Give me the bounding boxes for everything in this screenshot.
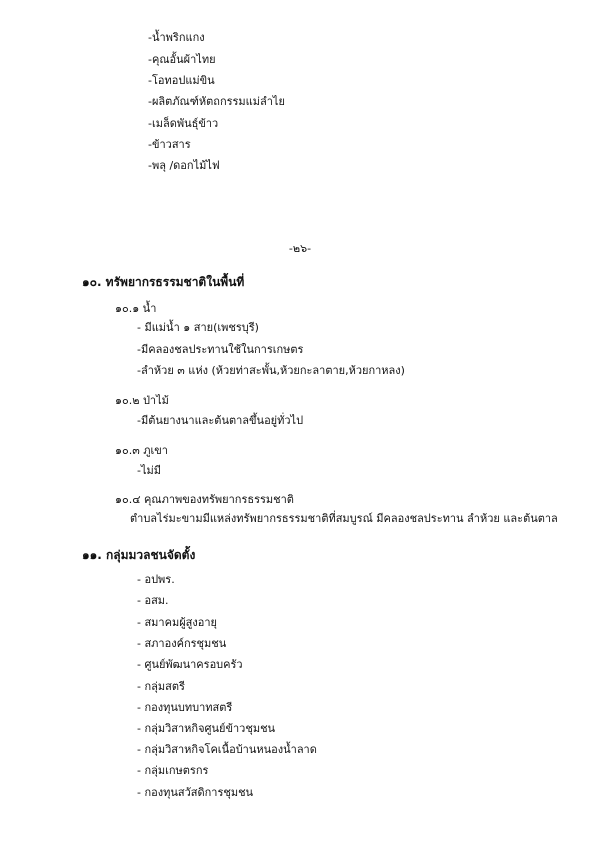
quality-line: ตำบลไร่มะขามมีแหล่งทรัพยากรธรรมชาติที่สมบูรณ์ มีคลองชลประทาน ลำห้วย และต้นตาล — [130, 512, 558, 525]
product-item: -ผลิตภัณฑ์หัตถกรรมแม่ลำไย — [148, 95, 285, 108]
water-line: - มีแม่น้ำ ๑ สาย(เพชรบุรี) — [137, 321, 259, 334]
mountain-line: -ไม่มี — [137, 464, 162, 477]
section-11-heading: ๑๑. กลุ่มมวลชนจัดตั้ง — [82, 548, 196, 562]
forest-line: -มีต้นยางนาและต้นตาลขึ้นอยู่ทั่วไป — [137, 414, 304, 427]
group-item: - อปพร. — [137, 573, 175, 586]
page-number: -๒๖- — [288, 242, 312, 255]
mountain-title: ๑๐.๓ ภูเขา — [115, 444, 168, 457]
group-item: - ศูนย์พัฒนาครอบครัว — [137, 658, 243, 671]
group-item: - กองทุนสวัสดิการชุมชน — [137, 786, 254, 799]
forest-title: ๑๐.๒ ป่าไม้ — [115, 394, 169, 407]
group-item: - อสม. — [137, 594, 169, 607]
group-item: - สภาองค์กรชุมชน — [137, 637, 227, 650]
product-item: -น้ำพริกแกง — [148, 31, 205, 44]
product-item: -พลุ /ดอกไม้ไฟ — [148, 159, 220, 172]
water-line: -ลำห้วย ๓ แห่ง (ห้วยท่าสะพั้น,ห้วยกะลาตาย,ห้วยกาหลง) — [137, 364, 405, 377]
quality-title: ๑๐.๔ คุณภาพของทรัพยากรธรรมชาติ — [115, 493, 294, 506]
product-item: -คุณอั้นผ้าไทย — [148, 53, 216, 66]
group-item: - กลุ่มสตรี — [137, 680, 185, 693]
group-item: - กองทุนบทบาทสตรี — [137, 701, 233, 714]
water-line: -มีคลองชลประทานใช้ในการเกษตร — [137, 343, 304, 356]
group-item: - กลุ่มวิสาหกิจโคเนื้อบ้านหนองน้ำลาด — [137, 743, 317, 756]
product-item: -โอทอปแม่ขิน — [148, 74, 215, 87]
product-item: -เมล็ดพันธุ์ข้าว — [148, 117, 219, 130]
section-10-heading: ๑๐. ทรัพยากรธรรมชาติในพื้นที่ — [82, 275, 245, 289]
group-item: - สมาคมผู้สูงอายุ — [137, 616, 217, 629]
water-title: ๑๐.๑ น้ำ — [115, 302, 157, 315]
group-item: - กลุ่มเกษตรกร — [137, 764, 209, 777]
group-item: - กลุ่มวิสาหกิจศูนย์ข้าวชุมชน — [137, 722, 276, 735]
product-item: -ข้าวสาร — [148, 138, 191, 151]
